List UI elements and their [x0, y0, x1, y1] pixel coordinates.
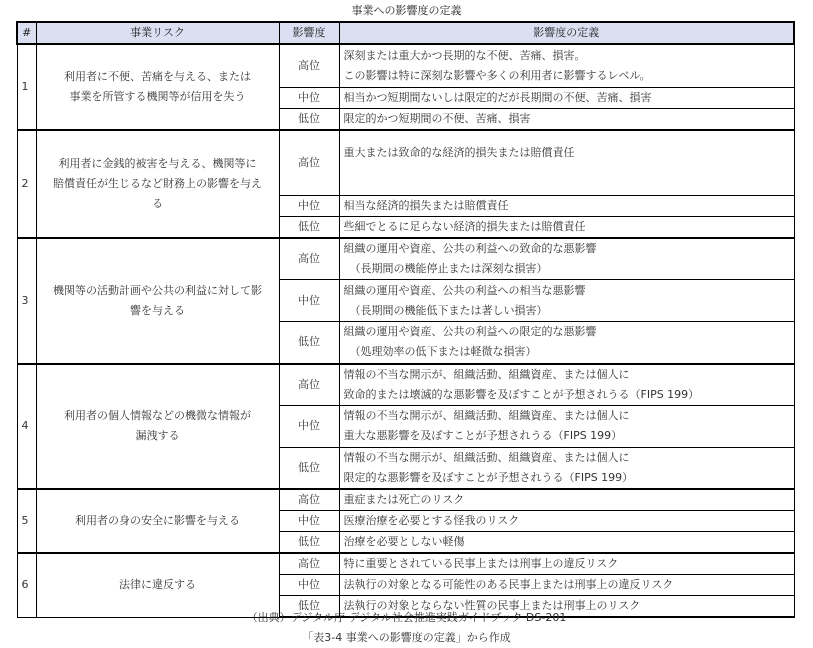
impact-level: 高位 [279, 364, 339, 406]
header-definition: 影響度の定義 [339, 22, 794, 44]
impact-definition [339, 238, 794, 280]
impact-definition-line: この影響は特に深刻な影響や多くの利用者に影響するレベル。 [343, 68, 651, 82]
business-risk [36, 489, 279, 553]
impact-definition-line: 限定的かつ短期間の不便、苦痛、損害 [343, 111, 531, 125]
impact-level: 高位 [279, 130, 339, 196]
impact-definition-line: 情報の不当な開示が、組織活動、組織資産、または個人に [343, 409, 630, 422]
business-risk-line: 事業を所管する機関等が信用を失う [69, 89, 246, 103]
business-risk-line: 利用者に不便、苦痛を与える、または [64, 69, 251, 83]
row-number: 6 [17, 553, 36, 617]
header-num: # [17, 22, 36, 44]
impact-definition [339, 489, 794, 511]
table-row [17, 44, 794, 87]
impact-definition [339, 130, 794, 196]
impact-level: 低位 [279, 322, 339, 364]
impact-definition-line: 重大または致命的な経済的損失または賠償責任 [343, 145, 575, 159]
business-risk-line: 賠償責任が生じるなど財務上の影響を与え [53, 176, 262, 190]
impact-definition-line: 相当かつ短期間ないしは限定的だが長期間の不便、苦痛、損害 [343, 90, 652, 104]
business-risk [36, 364, 279, 490]
impact-definition [339, 217, 794, 239]
impact-definition-line: （長期間の機能低下または著しい損害） [349, 303, 548, 317]
impact-definition [339, 511, 794, 532]
impact-definition-line: 法執行の対象とならない性質の民事上または刑事上のリスク [343, 599, 641, 612]
impact-definition [339, 322, 794, 364]
impact-level: 中位 [279, 405, 339, 447]
header-risk: 事業リスク [36, 22, 279, 44]
impact-level: 低位 [279, 108, 339, 130]
impact-definition [339, 44, 794, 87]
impact-definition-line: 重症または死亡のリスク [343, 493, 465, 506]
row-number: 1 [17, 44, 36, 130]
impact-level: 低位 [279, 596, 339, 618]
impact-definition-table [16, 21, 795, 618]
impact-definition-line: 致命的または壊滅的な悪影響を及ぼすことが予想されうる（FIPS 199） [343, 387, 700, 401]
row-number: 5 [17, 489, 36, 553]
impact-definition [339, 553, 794, 575]
impact-definition-line: 治療を必要としない軽傷 [343, 535, 465, 548]
impact-definition-line: 法執行の対象となる可能性のある民事上または刑事上の違反リスク [343, 578, 674, 591]
header-level: 影響度 [279, 22, 339, 44]
table-row [17, 238, 794, 280]
impact-definition [339, 87, 794, 108]
row-number: 2 [17, 130, 36, 239]
impact-level: 中位 [279, 87, 339, 108]
table-title: 事業への影響度の定義 [351, 4, 462, 17]
business-risk-line: る [152, 196, 163, 210]
table-row [17, 130, 794, 196]
impact-definition [339, 405, 794, 447]
impact-definition [339, 108, 794, 130]
impact-level: 高位 [279, 44, 339, 87]
row-number: 4 [17, 364, 36, 490]
business-risk-line: 機関等の活動計画や公共の利益に対して影 [53, 283, 262, 297]
impact-definition-line: （処理効率の低下または軽微な損害） [349, 345, 537, 359]
impact-definition-line: 些細でとるに足らない経済的損失または賠償責任 [343, 220, 586, 233]
impact-level: 高位 [279, 553, 339, 575]
impact-definition-line: 組織の運用や資産、公共の利益への致命的な悪影響 [343, 242, 597, 255]
impact-level: 中位 [279, 575, 339, 596]
impact-definition-line: 特に重要とされている民事上または刑事上の違反リスク [343, 557, 619, 570]
impact-definition-line: 重大な悪影響を及ぼすことが予想されうる（FIPS 199） [343, 429, 623, 442]
impact-level: 低位 [279, 217, 339, 239]
impact-definition-line: 医療治療を必要とする怪我のリスク [343, 514, 520, 527]
source-note-2: 「表3-4 事業への影響度の定義」から作成 [302, 631, 511, 644]
business-risk-line: 漏洩する [135, 429, 180, 443]
impact-definition-line: 限定的な悪影響を及ぼすことが予想されうる（FIPS 199） [343, 470, 634, 484]
impact-definition [339, 196, 794, 217]
impact-definition-line: 深刻または重大かつ長期的な不便、苦痛、損害。 [343, 48, 586, 62]
impact-level: 低位 [279, 447, 339, 489]
business-risk [36, 130, 279, 239]
business-risk [36, 44, 279, 130]
impact-level: 中位 [279, 511, 339, 532]
row-number: 3 [17, 238, 36, 364]
impact-level: 中位 [279, 280, 339, 322]
impact-definition [339, 575, 794, 596]
impact-level: 低位 [279, 532, 339, 554]
business-risk [36, 553, 279, 617]
impact-definition-line: 組織の運用や資産、公共の利益への相当な悪影響 [343, 283, 586, 297]
business-risk [36, 238, 279, 364]
impact-definition [339, 532, 794, 554]
business-risk-line: 法律に違反する [119, 578, 196, 592]
header-row [17, 22, 794, 44]
impact-definition-line: 情報の不当な開示が、組織活動、組織資産、または個人に [343, 367, 630, 381]
table-row [17, 364, 794, 406]
impact-definition [339, 447, 794, 489]
table-row [17, 489, 794, 511]
source-note: （出典）デジタル庁 デジタル社会推進実践ガイドブック DS-201 [246, 611, 567, 624]
table-row [17, 553, 794, 575]
business-risk-line: 利用者の身の安全に影響を与える [75, 514, 240, 527]
business-risk-line: 利用者に金銭的被害を与える、機関等に [58, 156, 257, 170]
impact-definition-line: 組織の運用や資産、公共の利益への限定的な悪影響 [343, 325, 597, 339]
impact-definition-line: 情報の不当な開示が、組織活動、組織資産、または個人に [343, 450, 630, 464]
business-risk-line: 利用者の個人情報などの機微な情報が [64, 409, 251, 423]
impact-definition [339, 364, 794, 406]
impact-definition-line: 相当な経済的損失または賠償責任 [343, 199, 509, 212]
impact-level: 高位 [279, 489, 339, 511]
impact-definition-line: （長期間の機能停止または深刻な損害） [349, 262, 548, 275]
impact-definition [339, 280, 794, 322]
impact-level: 高位 [279, 238, 339, 280]
impact-level: 中位 [279, 196, 339, 217]
business-risk-line: 響を与える [130, 303, 185, 317]
